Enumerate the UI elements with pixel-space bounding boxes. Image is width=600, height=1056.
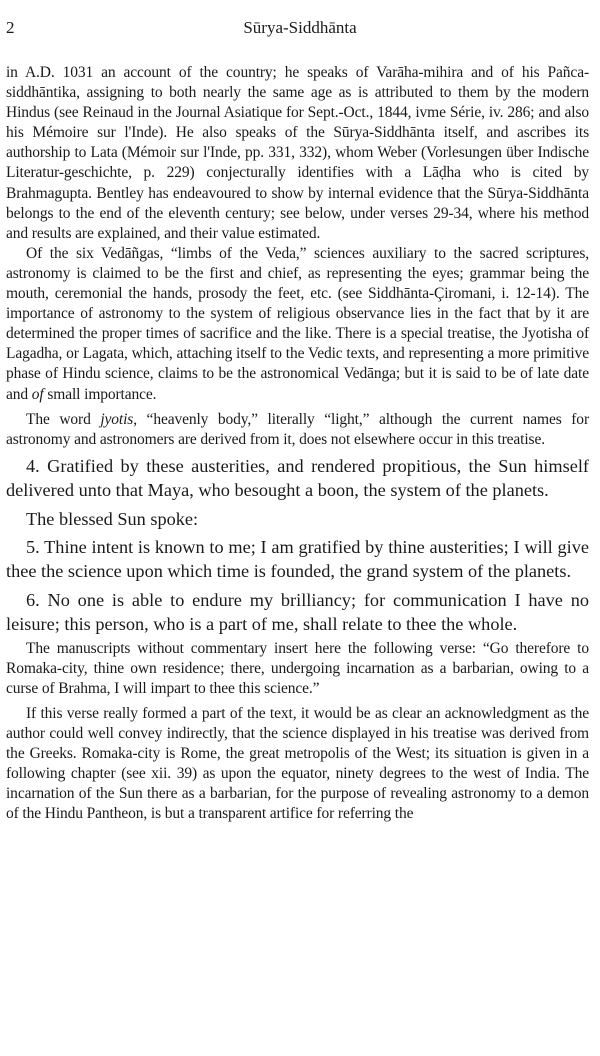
verse-4: 4. Gratified by these austerities, and rendered propitious, the Sun himself delivered unto that Maya, who besought a boon, the system of the planets. [6, 455, 589, 501]
emphasis-of: of [31, 385, 44, 403]
page-number: 2 [6, 18, 15, 37]
commentary-paragraph-1: in A.D. 1031 an account of the country; he speaks of Varāha-mihira and of his Pañca-siddhāntika, assigning to both nearly the same age as is attributed to them by the modern Hindus (see Reinaud in the Journal Asiatique for Sept.-Oct., 1844, ivme Série, iv. 286; and also his Mémoire sur l'Inde). He also speaks of the Sūrya-Siddhānta itself, and ascribes its authorship to Lata (Mémoir sur l'Inde, pp. 331, 332), whom Weber (Vorlesungen über Indische Literatur-geschichte, p. 229) conjecturally identifies with a Lāḍha who is cited by Brahmagupta. Bentley has endeavoured to show by internal evidence that the Sūrya-Siddhānta belongs to the end of the eleventh century; see below, under verses 29-34, where his method and results are explained, and their value estimated. [6, 64, 589, 242]
page-body [6, 63, 589, 824]
verse-intro: The blessed Sun spoke: [26, 508, 199, 529]
verse-5: 5. Thine intent is known to me; I am gratified by thine austerities; I will give thee the science upon which time is founded, the grand system of the planets. [6, 537, 589, 582]
commentary-paragraph-2: Of the six Vedāñgas, “limbs of the Veda,” sciences auxiliary to the sacred scriptures, astronomy is claimed to be the first and chief, as representing the eyes; grammar being the mouth, ceremonial the hands, prosody the feet, etc. (see Siddhānta-Çiromani, i. 12-14). The importance of astronomy to the system of religious observance lies in the fact that by it are determined the proper times of sacrifice and the like. There is a special treatise, the Jyotisha of Lagadha, or Lagata, which, attaching itself to the Vedic texts, and representing a more primitive phase of Hindu science, claims to be the astronomical Vedānga; but it is said to be of late date and of small importance. [6, 244, 589, 403]
page-header [6, 18, 594, 42]
commentary-paragraph-5: If this verse really formed a part of the text, it would be as clear an acknowledgment as the author could well convey indirectly, that the science displayed in his treatise was derived from the Greeks. Romaka-city is Rome, the great metropolis of the West; its situation is given in a following chapter (see xii. 39) as upon the equator, ninety degrees to the west of India. The incarnation of the Sun there as a barbarian, for the purpose of revealing astronomy to a demon of the Hindu Pantheon, is but a transparent artifice for referring the [6, 704, 589, 823]
commentary-paragraph-4: The manuscripts without commentary insert here the following verse: “Go therefore to Romaka-city, thine own residence; there, undergoing incarnation as a barbarian, owing to a curse of Brahma, I will impart to thee this science.” [6, 639, 589, 697]
verse-6: 6. No one is able to endure my brilliancy; for communication I have no leisure; this person, who is a part of me, shall relate to thee the whole. [6, 589, 589, 635]
commentary-paragraph-3: The word jyotis, “heavenly body,” literally “light,” although the current names for astronomy and astronomers are derived from it, does not elsewhere occur in this treatise. [6, 410, 589, 448]
running-title: Sūrya-Siddhānta [243, 18, 357, 37]
emphasis-jyotis: jyotis [100, 410, 134, 428]
